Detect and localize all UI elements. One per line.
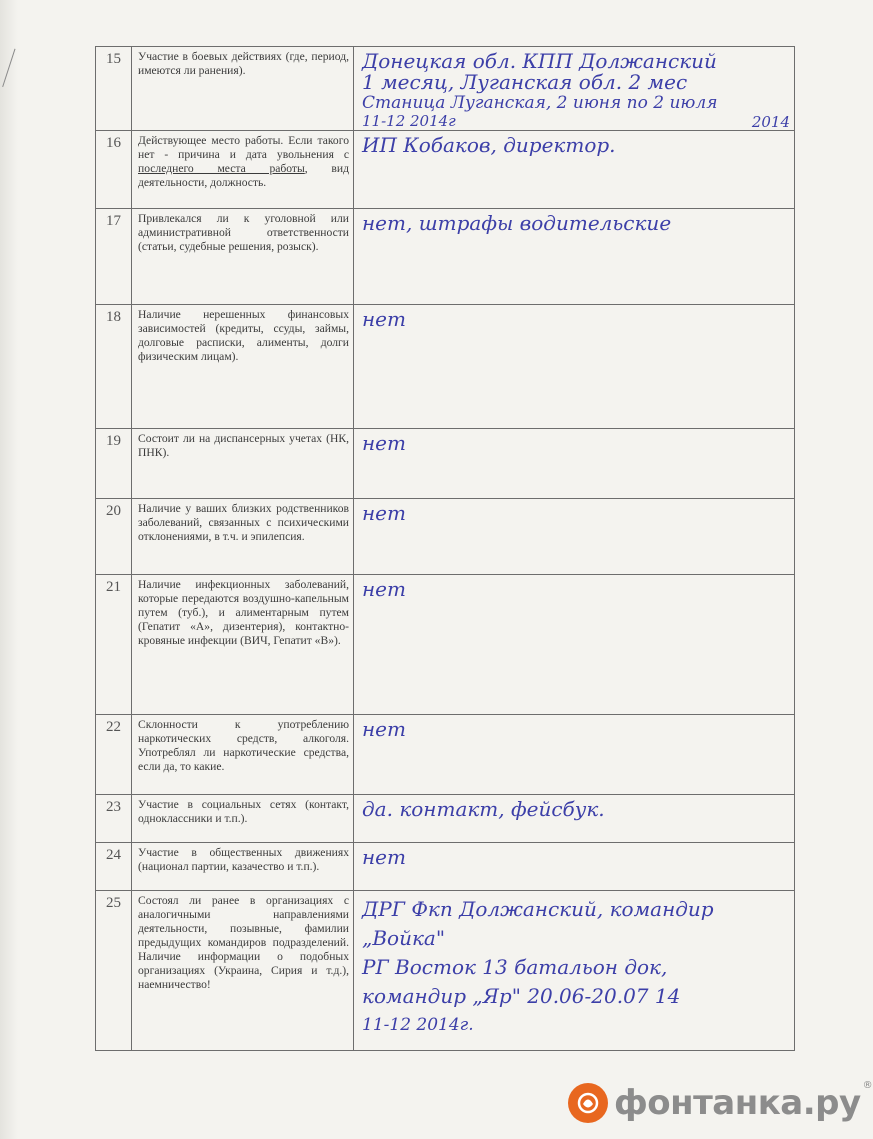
table-row	[96, 429, 795, 499]
answer-line: 11-12 2014г	[362, 112, 456, 130]
question-text: Участие в боевых действиях (где, период, имеются ли ранения).	[132, 47, 354, 131]
handwritten-answer	[354, 47, 795, 131]
registered-mark: ®	[862, 1080, 873, 1091]
question-text-part: Действующее место работы. Если такого нет - причина и дата увольнения с	[138, 134, 349, 161]
handwritten-answer	[354, 209, 795, 305]
question-text: Наличие инфекционных заболеваний, которые передаются воздушно-капельным путем (туб.), и алиментарным путем (Гепатит «А», дизентерия), контактно-кровяные инфекции (ВИЧ, Гепатит «В»).	[132, 575, 354, 715]
page-edge-shadow	[0, 0, 18, 1139]
question-text: Склонности к употреблению наркотических средств, алкоголя. Употреблял ли наркотические средства, если да, то какие.	[132, 715, 354, 795]
row-number: 15	[96, 47, 132, 131]
table-row	[96, 843, 795, 891]
row-number: 23	[96, 795, 132, 843]
handwritten-answer	[354, 715, 795, 795]
question-text: Состоял ли ранее в организациях с аналогичными направлениями деятельности, позывные, фамилии предыдущих командиров подразделений. Наличие информации о подобных организациях (Украина, Сирия и т.д.), наемничество!	[132, 891, 354, 1051]
table-row	[96, 47, 795, 131]
fontanka-logo-icon	[568, 1083, 608, 1123]
handwritten-answer	[354, 795, 795, 843]
row-number: 24	[96, 843, 132, 891]
table-row	[96, 305, 795, 429]
answer-line: ИП Кобаков, директор.	[362, 133, 616, 157]
question-text-underlined: последнего места работы	[138, 162, 305, 175]
table-row	[96, 891, 795, 1051]
question-text: Наличие нерешенных финансовых зависимостей (кредиты, ссуды, займы, долговые расписки, алименты, долги физическим лицам).	[132, 305, 354, 429]
question-text-part: , вид деятельности, должность.	[138, 162, 349, 189]
answer-line: нет	[362, 431, 406, 455]
question-text: Участие в социальных сетях (контакт, одноклассники и т.п.).	[132, 795, 354, 843]
question-text: Участие в общественных движениях (национал партии, казачество и т.п.).	[132, 843, 354, 891]
answer-line: РГ Восток 13 батальон док,	[362, 955, 668, 979]
answer-line: Станица Луганская, 2 июня по 2 июля	[362, 93, 718, 113]
table-row	[96, 715, 795, 795]
question-text	[132, 131, 354, 209]
row-number: 22	[96, 715, 132, 795]
table-row	[96, 575, 795, 715]
fontanka-logo	[568, 1078, 873, 1128]
answer-line: нет	[362, 577, 406, 601]
row-number: 17	[96, 209, 132, 305]
question-text: Наличие у ваших близких родственников заболеваний, связанных с психическими отклонениями, в т.ч. и эпилепсия.	[132, 499, 354, 575]
answer-line: ДРГ Фкп Должанский, командир	[362, 897, 714, 921]
row-number: 21	[96, 575, 132, 715]
answer-line: нет	[362, 717, 406, 741]
table-row	[96, 499, 795, 575]
answer-line: нет	[362, 307, 406, 331]
handwritten-answer	[354, 499, 795, 575]
row-number: 18	[96, 305, 132, 429]
question-text: Состоит ли на диспансерных учетах (НК, ПНК).	[132, 429, 354, 499]
handwritten-answer	[354, 575, 795, 715]
table-row	[96, 795, 795, 843]
answer-line: 11-12 2014г.	[362, 1015, 474, 1035]
handwritten-answer	[354, 131, 795, 209]
handwritten-answer	[354, 843, 795, 891]
row-number: 20	[96, 499, 132, 575]
row-number: 25	[96, 891, 132, 1051]
table-row	[96, 131, 795, 209]
answer-line: командир „Яр" 20.06-20.07 14	[362, 984, 681, 1008]
answer-line: „Войка"	[362, 926, 446, 950]
answer-line: 1 месяц, Луганская обл. 2 мес	[362, 70, 688, 94]
answer-line: 2014	[751, 113, 790, 131]
row-number: 19	[96, 429, 132, 499]
answer-line: Донецкая обл. КПП Должанский	[362, 49, 717, 73]
answer-line: да. контакт, фейсбук.	[362, 797, 605, 821]
answer-line: нет, штрафы водительские	[362, 211, 672, 235]
logo-text: фонтанка.ру	[614, 1083, 861, 1123]
handwritten-answer	[354, 891, 795, 1051]
handwritten-answer	[354, 305, 795, 429]
table-row	[96, 209, 795, 305]
questionnaire-table	[95, 46, 795, 1051]
question-text: Привлекался ли к уголовной или административной ответственности (статьи, судебные решения, розыск).	[132, 209, 354, 305]
handwritten-answer	[354, 429, 795, 499]
row-number: 16	[96, 131, 132, 209]
answer-line: нет	[362, 501, 406, 525]
answer-line: нет	[362, 845, 406, 869]
